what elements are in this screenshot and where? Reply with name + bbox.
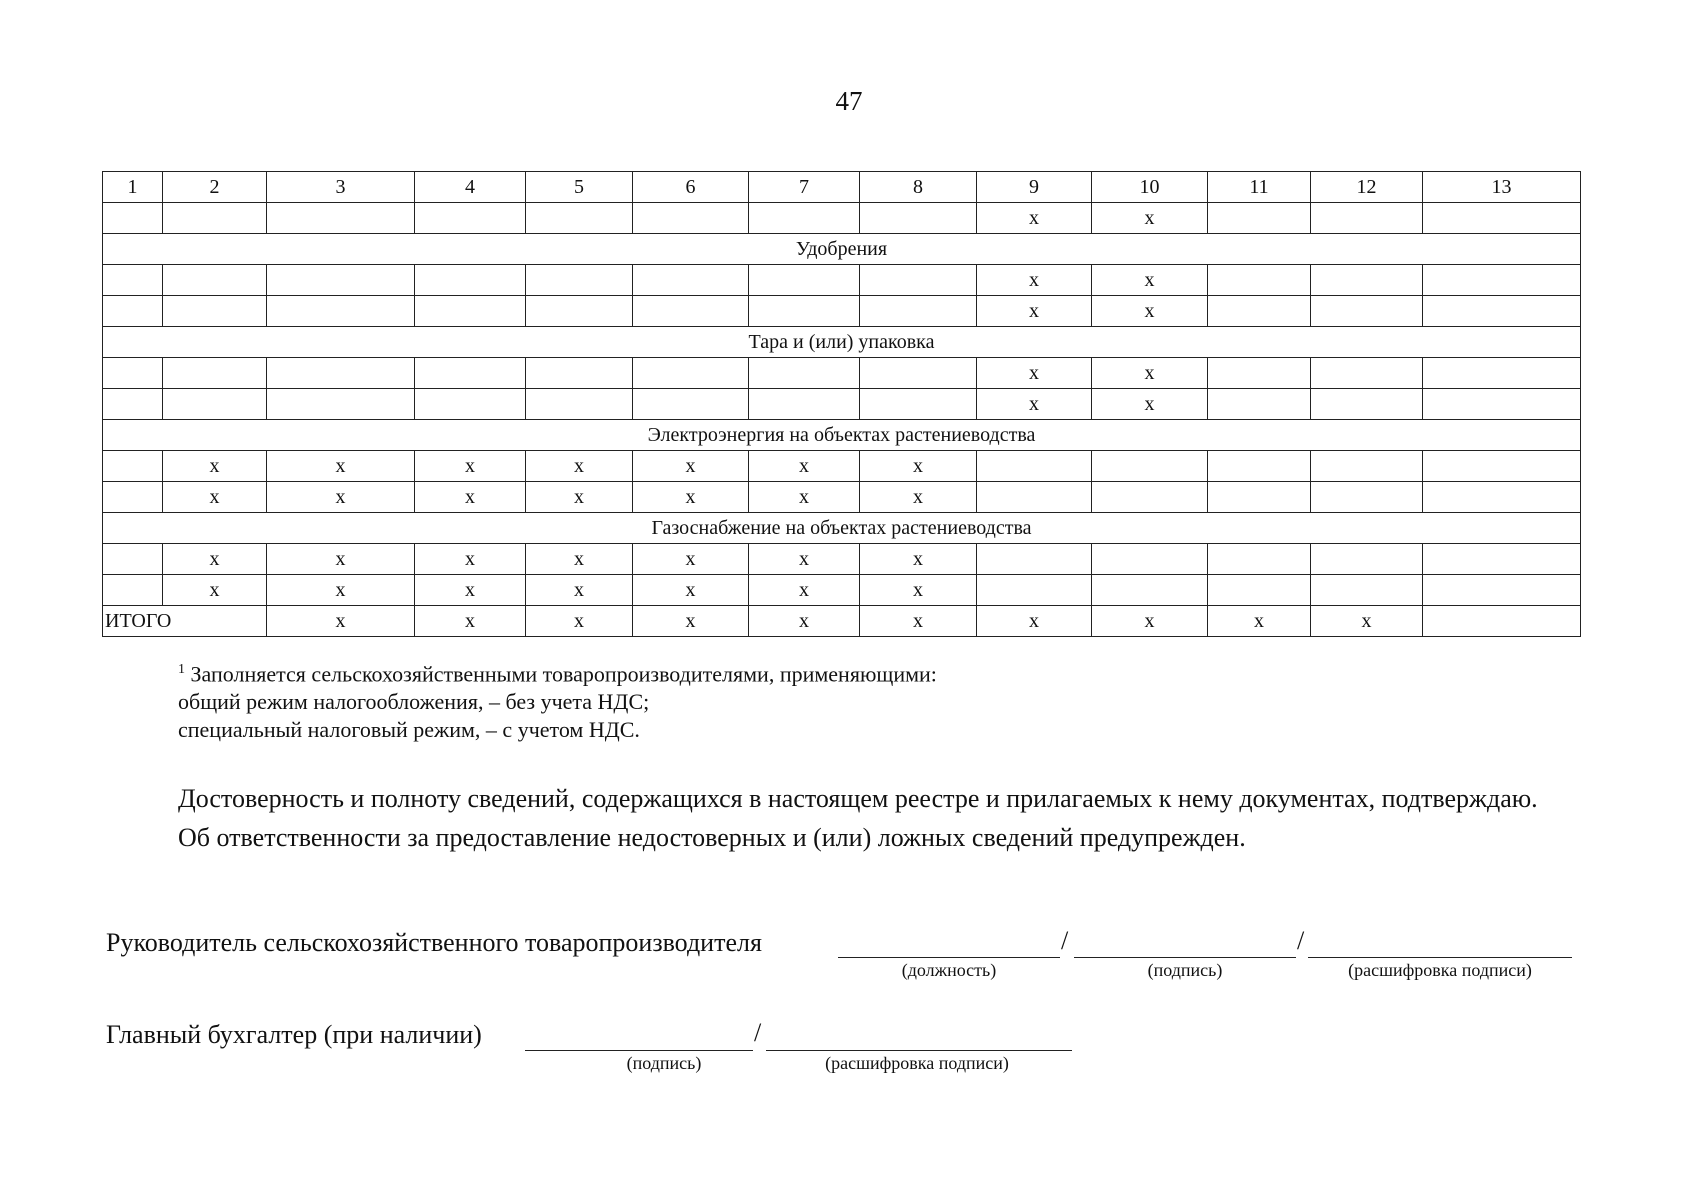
table-cell [103, 389, 163, 420]
column-header: 12 [1311, 172, 1423, 203]
section-label: Тара и (или) упаковка [103, 327, 1581, 358]
separator: / [1061, 926, 1069, 955]
head-signature-label: Руководитель сельскохозяйственного товаропроизводителя [106, 928, 762, 957]
table-cell [267, 265, 415, 296]
column-header: 4 [415, 172, 526, 203]
table-cell: x [860, 575, 977, 606]
column-header: 9 [977, 172, 1092, 203]
table-cell [103, 296, 163, 327]
table-cell [1311, 451, 1423, 482]
table-cell: x [1092, 203, 1208, 234]
table-cell: x [526, 606, 633, 637]
table-cell [977, 544, 1092, 575]
column-header: 5 [526, 172, 633, 203]
table-cell: x [977, 203, 1092, 234]
table-cell [163, 389, 267, 420]
table-cell [1208, 544, 1311, 575]
registry-table [102, 171, 1581, 637]
table-cell [526, 296, 633, 327]
table-cell: x [415, 606, 526, 637]
table-cell: x [860, 544, 977, 575]
table-cell [163, 358, 267, 389]
caption-position: (должность) [901, 960, 997, 980]
table-cell [977, 575, 1092, 606]
table-cell [977, 451, 1092, 482]
table-cell: x [1092, 389, 1208, 420]
table-cell: x [749, 482, 860, 513]
caption-decoding: (расшифровка подписи) [1348, 960, 1532, 980]
section-header-row [103, 327, 1581, 358]
table-cell [415, 265, 526, 296]
total-row [103, 606, 1581, 637]
table-cell [1311, 482, 1423, 513]
table-cell [103, 451, 163, 482]
table-cell [749, 358, 860, 389]
footnote [178, 656, 937, 744]
table-cell [633, 203, 749, 234]
table-cell: x [977, 389, 1092, 420]
separator: / [1297, 926, 1305, 955]
table-cell [1311, 358, 1423, 389]
table-row [103, 544, 1581, 575]
table-cell [1311, 389, 1423, 420]
table-cell: x [526, 575, 633, 606]
table-cell: x [526, 451, 633, 482]
table-cell: x [977, 358, 1092, 389]
column-header: 3 [267, 172, 415, 203]
table-cell: x [860, 451, 977, 482]
footnote-line [178, 656, 937, 688]
table-cell [633, 389, 749, 420]
table-cell [103, 482, 163, 513]
table-cell: x [749, 451, 860, 482]
table-cell: x [267, 575, 415, 606]
table-cell [103, 265, 163, 296]
section-header-row [103, 234, 1581, 265]
table-cell [633, 296, 749, 327]
table-cell: x [633, 544, 749, 575]
table-cell: x [267, 544, 415, 575]
table-cell: x [163, 575, 267, 606]
table-cell [1092, 544, 1208, 575]
table-row [103, 482, 1581, 513]
table-row [103, 358, 1581, 389]
table-cell [860, 389, 977, 420]
table-cell [526, 203, 633, 234]
table-cell [267, 358, 415, 389]
table-cell [415, 358, 526, 389]
table-cell [749, 389, 860, 420]
table-cell [1423, 389, 1581, 420]
registry-table-body [103, 172, 1581, 637]
separator: / [754, 1018, 762, 1047]
table-cell [1423, 482, 1581, 513]
table-cell: x [415, 451, 526, 482]
table-cell: x [267, 451, 415, 482]
table-cell [1208, 296, 1311, 327]
table-cell [103, 358, 163, 389]
table-cell: x [749, 575, 860, 606]
footnote-line: общий режим налогообложения, – без учета НДС; [178, 689, 650, 715]
table-cell [1092, 482, 1208, 513]
table-cell: x [415, 482, 526, 513]
table-cell [1311, 544, 1423, 575]
table-cell [1208, 482, 1311, 513]
table-cell: x [415, 575, 526, 606]
table-cell: x [526, 482, 633, 513]
table-cell: x [633, 575, 749, 606]
table-cell [267, 296, 415, 327]
table-cell [860, 358, 977, 389]
table-cell [977, 482, 1092, 513]
column-header: 2 [163, 172, 267, 203]
head-decoding-field[interactable] [1308, 957, 1572, 958]
table-cell [1092, 575, 1208, 606]
table-cell: x [860, 606, 977, 637]
head-position-field[interactable] [838, 957, 1060, 958]
table-cell [1092, 451, 1208, 482]
table-cell [526, 265, 633, 296]
table-cell [267, 389, 415, 420]
accountant-signature-field[interactable] [525, 1050, 753, 1051]
section-label: Электроэнергия на объектах растениеводства [103, 420, 1581, 451]
table-cell [415, 203, 526, 234]
table-cell: x [163, 544, 267, 575]
table-row [103, 203, 1581, 234]
table-cell [1311, 203, 1423, 234]
table-cell [1311, 265, 1423, 296]
table-cell [749, 265, 860, 296]
table-cell [633, 265, 749, 296]
table-cell: x [267, 606, 415, 637]
table-cell [749, 203, 860, 234]
table-cell [1423, 203, 1581, 234]
liability-paragraph: Об ответственности за предоставление недостоверных и (или) ложных сведений предупрежден. [178, 823, 1246, 852]
table-cell [526, 358, 633, 389]
certification-block [106, 780, 1580, 856]
table-cell [1423, 451, 1581, 482]
table-cell [1208, 203, 1311, 234]
table-cell [1208, 575, 1311, 606]
table-cell: x [749, 544, 860, 575]
table-cell [163, 203, 267, 234]
column-header: 8 [860, 172, 977, 203]
total-label: ИТОГО [103, 606, 267, 637]
table-cell: x [415, 544, 526, 575]
table-cell [1423, 575, 1581, 606]
table-cell: x [163, 482, 267, 513]
table-cell: x [977, 606, 1092, 637]
table-cell [860, 296, 977, 327]
section-header-row [103, 513, 1581, 544]
section-header-row [103, 420, 1581, 451]
table-cell [103, 544, 163, 575]
accountant-signature-label: Главный бухгалтер (при наличии) [106, 1020, 482, 1049]
footnote-line: специальный налоговый режим, – с учетом НДС. [178, 717, 640, 743]
caption-signature: (подпись) [626, 1053, 702, 1073]
table-cell: x [526, 544, 633, 575]
head-signature-field[interactable] [1074, 957, 1296, 958]
table-cell [1423, 296, 1581, 327]
table-cell [163, 296, 267, 327]
table-cell: x [977, 296, 1092, 327]
table-cell: x [633, 482, 749, 513]
table-header-row [103, 172, 1581, 203]
table-row [103, 389, 1581, 420]
table-cell: x [163, 451, 267, 482]
table-cell: x [860, 482, 977, 513]
column-header: 6 [633, 172, 749, 203]
table-cell [267, 203, 415, 234]
column-header: 11 [1208, 172, 1311, 203]
certification-paragraph: Достоверность и полноту сведений, содержащихся в настоящем реестре и прилагаемых к нему документах, подтверждаю. [178, 784, 1538, 813]
table-cell [1208, 389, 1311, 420]
table-cell: x [1092, 358, 1208, 389]
table-cell: x [977, 265, 1092, 296]
table-cell [1311, 575, 1423, 606]
table-cell: x [1208, 606, 1311, 637]
table-cell [103, 575, 163, 606]
table-cell: x [1092, 265, 1208, 296]
table-cell [1423, 265, 1581, 296]
table-cell [103, 203, 163, 234]
table-cell [415, 389, 526, 420]
table-row [103, 451, 1581, 482]
table-row [103, 575, 1581, 606]
table-row [103, 296, 1581, 327]
table-cell [1208, 451, 1311, 482]
table-cell [1423, 358, 1581, 389]
table-cell [633, 358, 749, 389]
table-cell [1311, 296, 1423, 327]
footnote-marker: 1 [178, 662, 185, 677]
table-cell: x [267, 482, 415, 513]
table-cell: x [749, 606, 860, 637]
table-cell [1208, 358, 1311, 389]
accountant-decoding-field[interactable] [766, 1050, 1072, 1051]
footnote-text: Заполняется сельскохозяйственными товаропроизводителями, применяющими: [185, 661, 937, 687]
section-label: Газоснабжение на объектах растениеводства [103, 513, 1581, 544]
table-cell: x [1311, 606, 1423, 637]
column-header: 13 [1423, 172, 1581, 203]
table-cell [526, 389, 633, 420]
table-cell: x [633, 451, 749, 482]
table-cell [860, 203, 977, 234]
table-cell [860, 265, 977, 296]
table-cell [1423, 606, 1581, 637]
table-cell: x [633, 606, 749, 637]
caption-signature: (подпись) [1147, 960, 1223, 980]
table-cell: x [1092, 296, 1208, 327]
table-cell [415, 296, 526, 327]
table-row [103, 265, 1581, 296]
table-cell: x [1092, 606, 1208, 637]
table-cell [1423, 544, 1581, 575]
column-header: 7 [749, 172, 860, 203]
page-number: 47 [835, 86, 863, 116]
table-cell [1208, 265, 1311, 296]
section-label: Удобрения [103, 234, 1581, 265]
caption-decoding: (расшифровка подписи) [825, 1053, 1009, 1073]
column-header: 10 [1092, 172, 1208, 203]
table-cell [163, 265, 267, 296]
table-cell [749, 296, 860, 327]
column-header: 1 [103, 172, 163, 203]
